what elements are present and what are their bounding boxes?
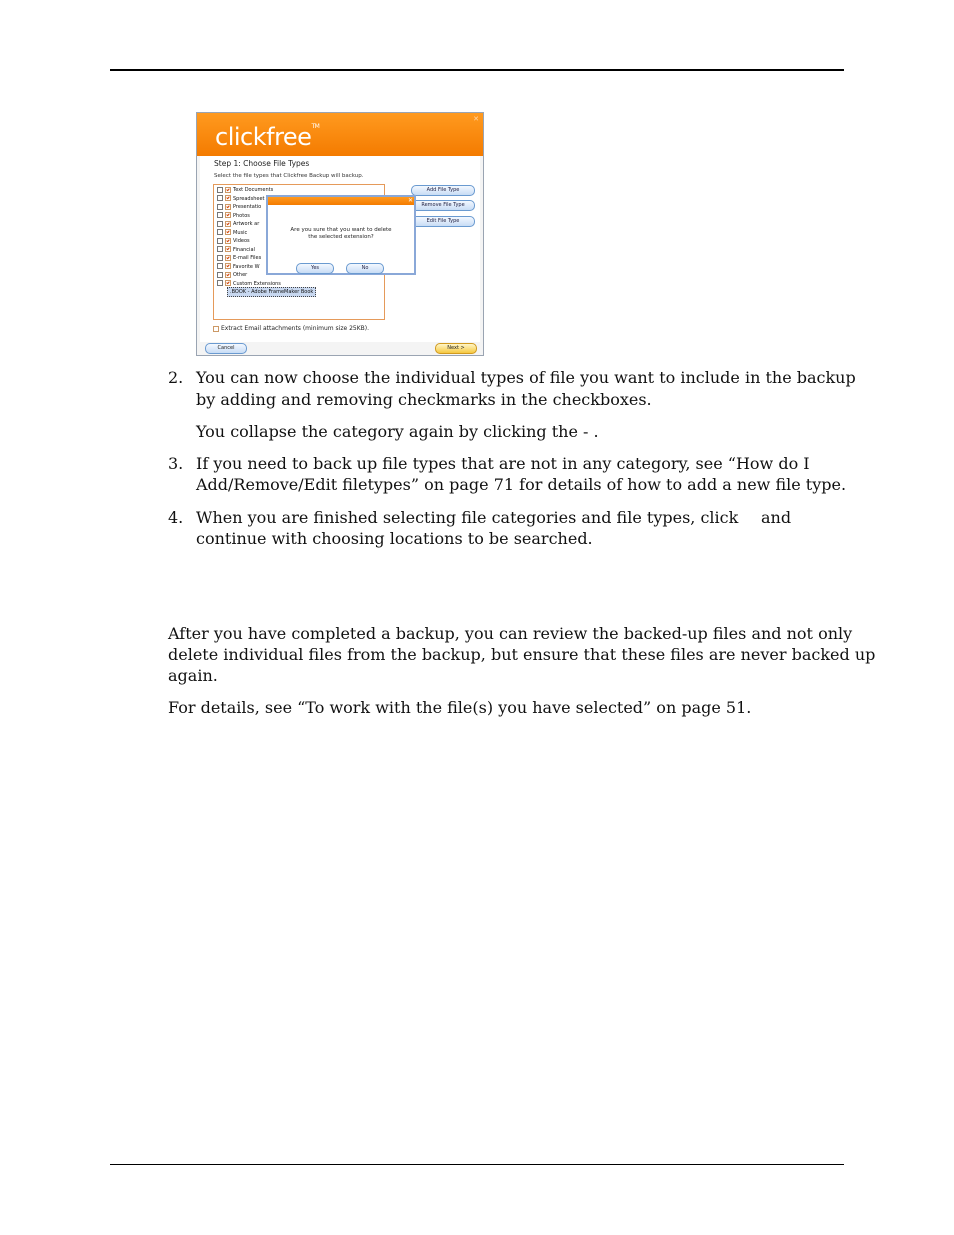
dialog-close-icon[interactable]: ✕	[407, 197, 413, 204]
step-number: 3.	[168, 454, 184, 473]
tree-item[interactable]: Financial	[217, 246, 255, 254]
cancel-button[interactable]: Cancel	[205, 343, 247, 354]
yes-button[interactable]: Yes	[296, 263, 334, 274]
expand-icon[interactable]	[217, 212, 223, 218]
step-text: by adding and removing checkmarks in the checkboxes.	[196, 390, 652, 409]
step-text: You can now choose the individual types of file you want to include in the backup	[196, 368, 856, 387]
header-rule	[110, 69, 844, 71]
tree-item[interactable]: Music	[217, 229, 247, 237]
tree-item[interactable]: Text Documents	[217, 186, 273, 194]
checkbox-icon[interactable]	[213, 326, 219, 332]
expand-icon[interactable]	[217, 204, 223, 210]
close-icon: ✕	[473, 115, 479, 123]
edit-file-type-button[interactable]: Edit File Type	[411, 216, 475, 227]
expand-icon[interactable]	[217, 255, 223, 261]
tree-item[interactable]: Custom Extensions	[217, 280, 281, 288]
extract-attachments-option[interactable]: Extract Email attachments (minimum size 25KB).	[213, 325, 369, 332]
step-title: Step 1: Choose File Types	[214, 159, 310, 168]
step-number: 2.	[168, 368, 184, 387]
expand-icon[interactable]	[217, 238, 223, 244]
checkbox-checked-icon[interactable]	[225, 272, 231, 278]
body-text: For details, see “To work with the file(s) you have selected” on page 51.	[168, 698, 752, 717]
clickfree-logo: clickfree™	[215, 123, 320, 151]
custom-extension-item[interactable]: .BOOK - Adobe FrameMaker Book	[227, 287, 316, 297]
remove-file-type-button[interactable]: Remove File Type	[411, 200, 475, 211]
body-text: delete individual files from the backup, but ensure that these files are never backed up	[168, 645, 876, 664]
step-text: When you are finished selecting file categories and file types, click	[196, 508, 739, 527]
tree-item[interactable]: Artwork ar	[217, 220, 259, 228]
tree-item[interactable]: E-mail Files	[217, 254, 261, 262]
step-description: Select the file types that Clickfree Backup will backup.	[214, 173, 364, 179]
checkbox-checked-icon[interactable]	[225, 263, 231, 269]
step-number: 4.	[168, 508, 184, 527]
tree-item[interactable]: Photos	[217, 212, 250, 220]
expand-icon[interactable]	[217, 195, 223, 201]
add-file-type-button[interactable]: Add File Type	[411, 185, 475, 196]
tree-item[interactable]: Other	[217, 271, 247, 279]
expand-icon[interactable]	[217, 229, 223, 235]
expand-icon[interactable]	[217, 187, 223, 193]
footer-rule	[110, 1164, 844, 1165]
expand-icon[interactable]	[217, 263, 223, 269]
tree-item[interactable]: Videos	[217, 237, 250, 245]
step-text: and	[761, 508, 792, 527]
clickfree-screenshot	[196, 112, 484, 356]
collapse-icon[interactable]	[217, 280, 223, 286]
checkbox-checked-icon[interactable]	[225, 221, 231, 227]
step-text: If you need to back up file types that are not in any category, see “How do I	[196, 454, 810, 473]
step-note: You collapse the category again by clicking the - .	[196, 422, 599, 441]
expand-icon[interactable]	[217, 246, 223, 252]
body-text: After you have completed a backup, you can review the backed-up files and not only	[168, 624, 853, 643]
checkbox-checked-icon[interactable]	[225, 195, 231, 201]
dialog-message: Are you sure that you want to delete the selected extension?	[290, 227, 392, 240]
step-text: continue with choosing locations to be searched.	[196, 529, 593, 548]
tree-item[interactable]: Favorite W	[217, 263, 260, 271]
step-text: Add/Remove/Edit filetypes” on page 71 for details of how to add a new file type.	[196, 475, 847, 494]
checkbox-checked-icon[interactable]	[225, 204, 231, 210]
checkbox-checked-icon[interactable]	[225, 255, 231, 261]
tree-item[interactable]: Spreadsheet	[217, 195, 265, 203]
next-button[interactable]: Next >	[435, 343, 477, 354]
body-text: again.	[168, 666, 218, 685]
checkbox-checked-icon[interactable]	[225, 246, 231, 252]
expand-icon[interactable]	[217, 221, 223, 227]
confirm-delete-dialog	[266, 195, 416, 275]
checkbox-checked-icon[interactable]	[225, 238, 231, 244]
expand-icon[interactable]	[217, 272, 223, 278]
checkbox-checked-icon[interactable]	[225, 212, 231, 218]
tree-item[interactable]: Presentatio	[217, 203, 261, 211]
dialog-titlebar	[268, 197, 414, 205]
checkbox-checked-icon[interactable]	[225, 229, 231, 235]
no-button[interactable]: No	[346, 263, 384, 274]
checkbox-checked-icon[interactable]	[225, 280, 231, 286]
checkbox-checked-icon[interactable]	[225, 187, 231, 193]
